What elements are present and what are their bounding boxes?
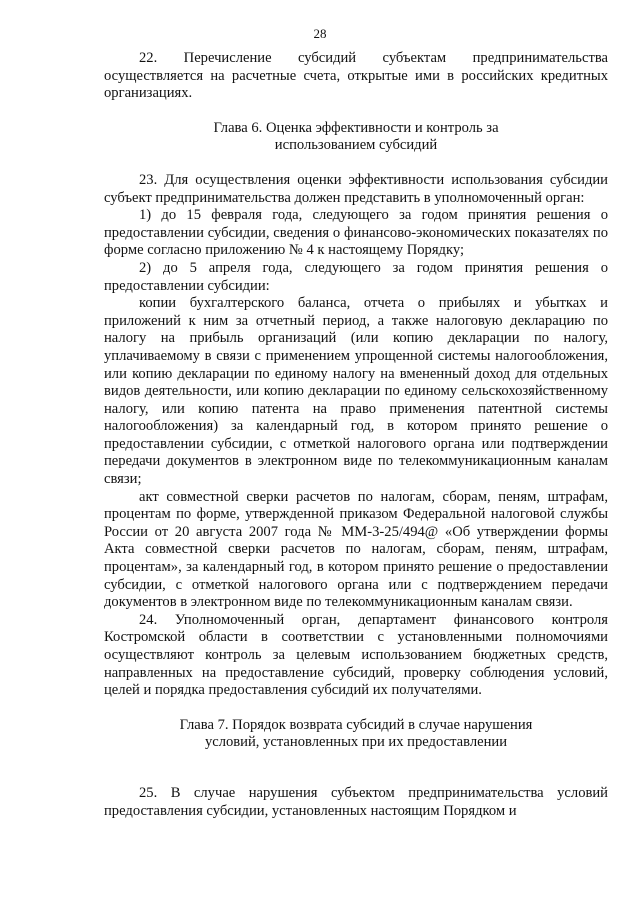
paragraph-25: 25. В случае нарушения субъектом предпринимательства условий предоставления субсидии, установленных настоящим Порядком и (104, 784, 608, 819)
page-number: 28 (313, 26, 327, 41)
paragraph-23-item-2: 2) до 5 апреля года, следующего за годом принятия решения о предоставлении субсидии: (104, 259, 608, 294)
paragraph-23-item-2-act: акт совместной сверки расчетов по налогам, сборам, пеням, штрафам, процентам по форме, утвержденной приказом Федеральной налоговой службы России от 20 августа 2007 года № ММ-3-25/494@ «Об утверждении формы Акта совместной сверки расчетов по налогам, сборам, пеням, штрафам, процентам», за календарный год, в котором принято решение о предоставлении субсидии, с отметкой налогового органа или с подтверждением передачи документов в электронном виде по телекоммуникационным каналам связи. (104, 488, 608, 611)
chapter-7-title-line-2: условий, установленных при их предоставлении (204, 734, 508, 751)
chapter-7-title-line-1: Глава 7. Порядок возврата субсидий в случае нарушения (179, 716, 533, 733)
page-content (104, 50, 608, 820)
chapter-6-title-line-2: использованием субсидий (274, 137, 438, 154)
paragraph-22: 22. Перечисление субсидий субъектам предпринимательства осуществляется на расчетные счета, открытые ими в российских кредитных организациях. (104, 50, 608, 102)
paragraph-24: 24. Уполномоченный орган, департамент финансового контроля Костромской области в соответствии с установленными полномочиями осуществляют контроль за целевым использованием бюджетных средств, направленных на предоставление субсидий, проверку соблюдения условий, целей и порядка предоставления субсидий их получателями. (104, 611, 608, 699)
paragraph-23-item-2-balance: копии бухгалтерского баланса, отчета о прибылях и убытках и приложений к ним за отчетный период, а также налоговую декларацию по налогу на прибыль организаций (или копию декларации по налогу, уплачиваемому в связи с применением упрощенной системы налогообложения, или копию декларации по единому налогу на вмененный доход для отдельных видов деятельности, или копию декларации по единому сельскохозяйственному налогу, или копию патента на право применения патентной системы налогообложения) за календарный год, в котором принято решение о предоставлении субсидии, с отметкой налогового органа или подтверждении передачи документов в электронном виде по телекоммуникационным каналам связи; (104, 295, 608, 488)
chapter-6-title-line-1: Глава 6. Оценка эффективности и контроль за (213, 119, 499, 136)
paragraph-23-item-1: 1) до 15 февраля года, следующего за годом принятия решения о предоставлении субсидии, сведения о финансово-экономических показателях по форме согласно приложению № 4 к настоящему Порядку; (104, 207, 608, 259)
paragraph-23: 23. Для осуществления оценки эффективности использования субсидии субъект предпринимательства должен представить в уполномоченный орган: (104, 171, 608, 206)
